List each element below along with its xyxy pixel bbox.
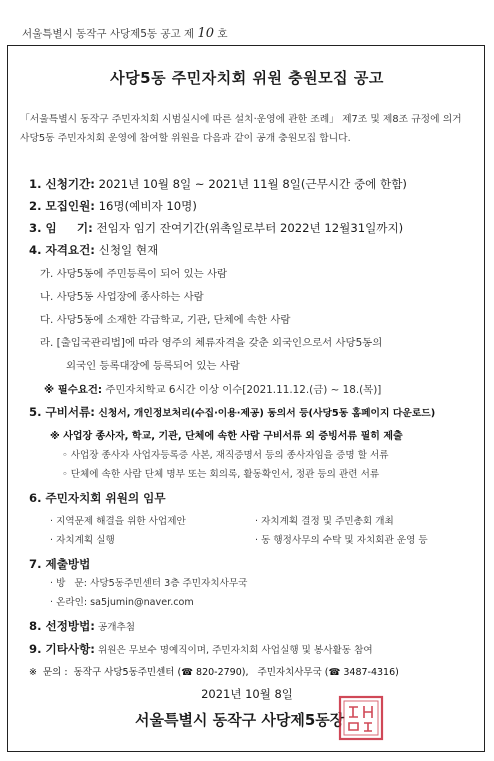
official-seal-icon bbox=[337, 694, 385, 742]
item-documents: 5. 구비서류: 신청서, 개인정보처리(수집·이용·제공) 동의서 등(사당5동 홈페이지 다운로드) bbox=[29, 405, 436, 419]
notice-title: 사당5동 주민자치회 위원 충원모집 공고 bbox=[110, 69, 384, 87]
qualification-c: 다. 사당5동에 소재한 각급학교, 기관, 단체에 속한 사람 bbox=[40, 314, 291, 326]
qualification-d-continued: 외국인 등록대장에 등록되어 있는 사람 bbox=[66, 360, 240, 372]
duty-left-1: · 지역문제 해결을 위한 사업제안 bbox=[50, 516, 186, 527]
notice-number bbox=[22, 26, 228, 41]
required-condition: ※ 필수요건: 주민자치학교 6시간 이상 이수[2021.11.12.(금) ~ 18.(목)] bbox=[44, 384, 382, 396]
documents-note: ※ 사업장 종사자, 학교, 기관, 단체에 속한 사람 구비서류 외 증빙서류 필히 제출 bbox=[50, 431, 403, 442]
notice-number-suffix: 호 bbox=[217, 28, 228, 40]
duty-right-2: · 동 행정사무의 수탁 및 자치회관 운영 등 bbox=[255, 535, 428, 546]
qualification-d: 라. [출입국관리법]에 따라 영주의 체류자격을 갖춘 외국인으로서 사당5동의 bbox=[40, 337, 383, 349]
notice-date: 2021년 10월 8일 bbox=[201, 687, 293, 701]
item-period: 1. 신청기간: 2021년 10월 8일 ~ 2021년 11월 8일(근무시간 중에 한함) bbox=[29, 177, 407, 191]
intro-line-1: 「서울특별시 동작구 주민자치회 시범실시에 따른 설치·운영에 관한 조례」 제7조 및 제8조 규정에 의거 bbox=[20, 114, 462, 125]
submission-online: · 온라인: sa5jumin@naver.com bbox=[50, 597, 194, 608]
notice-number-handwritten: 10 bbox=[197, 26, 215, 41]
item-submission: 7. 제출방법 bbox=[29, 557, 91, 571]
duty-right-1: · 자치계획 결정 및 주민총회 개최 bbox=[255, 516, 394, 527]
item-term: 3. 임 기: 전임자 임기 잔여기간(위촉일로부터 2022년 12월31일까지) bbox=[29, 221, 404, 235]
item-etc: 9. 기타사항: 위원은 무보수 명예직이며, 주민자치회 사업실행 및 봉사활동 참여 bbox=[29, 642, 373, 656]
item-count: 2. 모집인원: 16명(예비자 10명) bbox=[29, 199, 197, 213]
qualification-a: 가. 사당5동에 주민등록이 되어 있는 사람 bbox=[40, 268, 228, 280]
item-qualification: 4. 자격요건: 신청일 현재 bbox=[29, 243, 159, 257]
submission-visit: · 방 문: 사당5동주민센터 3층 주민자치사무국 bbox=[50, 578, 248, 589]
intro-line-2: 사당5동 주민자치회 운영에 참여할 위원을 다음과 같이 공개 충원모집 합니다. bbox=[20, 133, 351, 144]
notice-number-prefix: 서울특별시 동작구 사당제5동 공고 제 bbox=[22, 28, 195, 40]
issuer-name: 서울특별시 동작구 사당제5동장 bbox=[135, 711, 345, 729]
qualification-b: 나. 사당5동 사업장에 종사하는 사람 bbox=[40, 291, 204, 303]
documents-bullet-1: ◦ 사업장 종사자 사업자등록증 사본, 재직증명서 등의 종사자임을 증명 할 서류 bbox=[62, 450, 389, 461]
documents-bullet-2: ◦ 단체에 속한 사람 단체 명부 또는 회의록, 활동확인서, 정관 등의 관련 서류 bbox=[62, 469, 380, 480]
duty-left-2: · 자치계획 실행 bbox=[50, 535, 115, 546]
contact-info: ※ 문의 : 동작구 사당5동주민센터 (☎ 820-2790), 주민자치사무국 (☎ 3487-4316) bbox=[29, 667, 399, 678]
item-duties: 6. 주민자치회 위원의 임무 bbox=[29, 491, 166, 505]
item-selection: 8. 선정방법: 공개추첨 bbox=[29, 619, 136, 633]
